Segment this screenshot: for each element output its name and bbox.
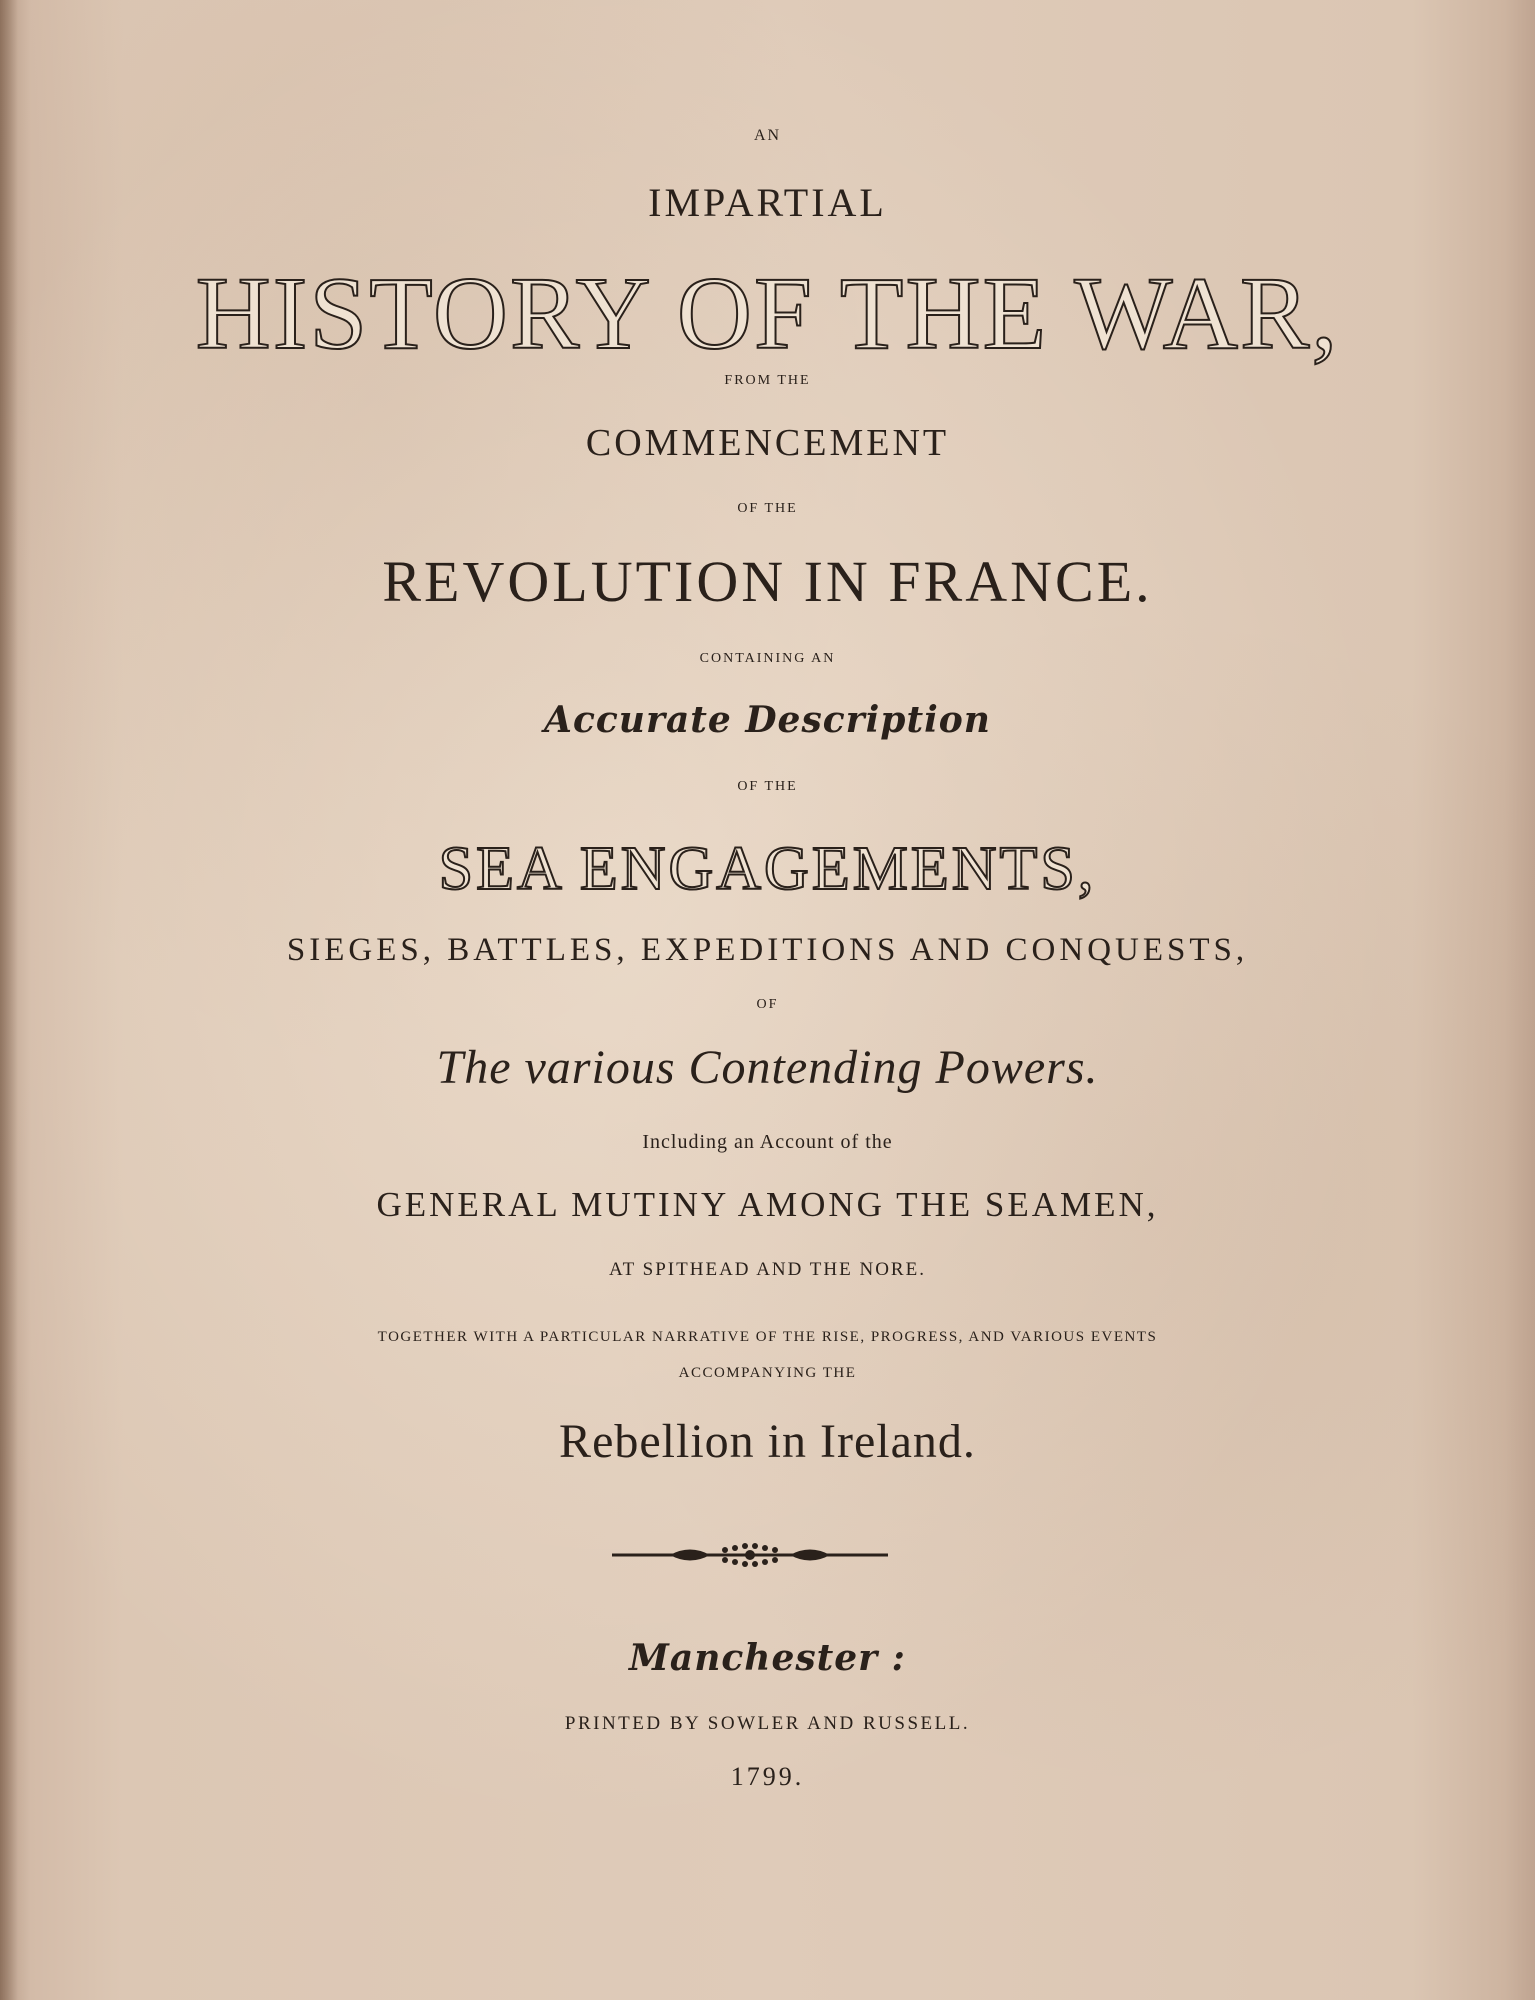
line-of-the-2: OF THE (737, 779, 798, 794)
line-revolution-in-france: REVOLUTION IN FRANCE. (382, 549, 1153, 614)
line-including-an-account: Including an Account of the (642, 1131, 893, 1153)
line-commencement: COMMENCEMENT (585, 422, 950, 464)
line-spithead-and-nore: AT SPITHEAD AND THE NORE. (609, 1259, 926, 1280)
line-history-of-the-war: HISTORY OF THE WAR, (195, 256, 1340, 371)
line-together-with: TOGETHER WITH A PARTICULAR NARRATIVE OF THE RISE, PROGRESS, AND VARIOUS EVENTS (377, 1329, 1158, 1345)
line-general-mutiny: GENERAL MUTINY AMONG THE SEAMEN, (376, 1185, 1159, 1224)
line-sieges-battles: SIEGES, BATTLES, EXPEDITIONS AND CONQUESTS, (286, 932, 1249, 968)
printers-ornament-icon (610, 1540, 890, 1570)
line-an: AN (753, 127, 782, 144)
line-accompanying-the: ACCOMPANYING THE (678, 1365, 857, 1381)
line-sea-engagements: SEA ENGAGEMENTS, (438, 835, 1097, 903)
line-of-the-1: OF THE (737, 501, 798, 516)
line-year: 1799. (730, 1762, 805, 1791)
line-of: OF (756, 997, 779, 1012)
line-rebellion-in-ireland: Rebellion in Ireland. (559, 1415, 976, 1468)
line-containing-an: CONTAINING AN (699, 651, 836, 666)
line-accurate-description: Accurate Description (544, 699, 991, 741)
line-from-the: FROM THE (724, 373, 811, 388)
line-various-contending-powers: The various Contending Powers. (436, 1041, 1099, 1094)
line-printed-by: PRINTED BY SOWLER AND RUSSELL. (564, 1713, 971, 1734)
line-manchester: Manchester : (629, 1637, 906, 1679)
line-impartial: IMPARTIAL (648, 180, 887, 225)
